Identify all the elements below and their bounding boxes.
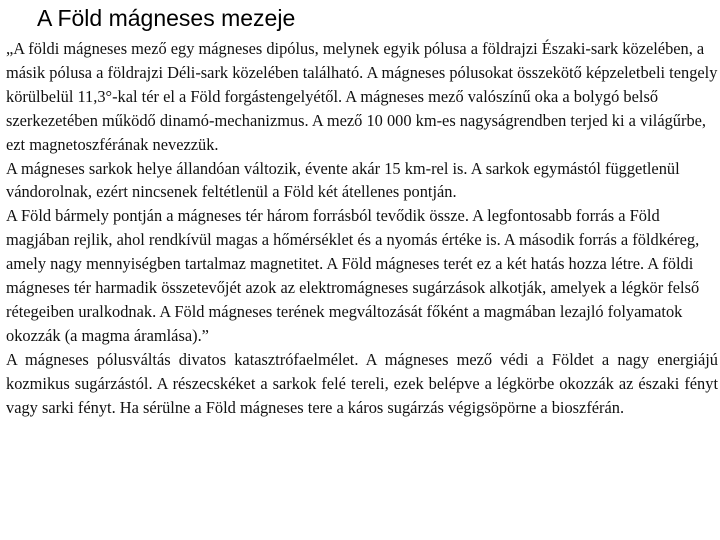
paragraph-quote-dipole: „A földi mágneses mező egy mágneses dipólus, melynek egyik pólusa a földrajzi Északi-sark közelében, a másik pólusa a földrajzi Déli-sark közelében található. A mágneses pólusokat összekötő képzeletbeli tengely körülbelül 11,3°-kal tér el a Föld forgástengelyétől. A mágneses mező valószínű oka a bolygó belső szerkezetében működő dinamó-mechanizmus. A mező 10 000 km-es nagyságrendben terjed ki a világűrbe, ezt magnetoszférának nevezzük. — [6, 39, 718, 154]
body-text — [6, 37, 718, 420]
paragraph-pole-reversal: A mágneses pólusváltás divatos katasztrófaelmélet. A mágneses mező védi a Földet a nagy energiájú kozmikus sugárzástól. A részecskéket a sarkok felé tereli, ezek belépve a légkörbe okozzák az északi fényt vagy sarki fényt. Ha sérülne a Föld mágneses tere a káros sugárzás végigsöpörne a bioszférán. — [6, 349, 718, 417]
paragraph-magnetic-poles-movement: A mágneses sarkok helye állandóan változik, évente akár 15 km-rel is. A sarkok egymástól függetlenül vándorolnak, ezért nincsenek feltétlenül a Föld két átellenes pontján. — [6, 158, 680, 202]
slide-title: A Föld mágneses mezeje — [37, 5, 296, 31]
paragraph-field-sources: A Föld bármely pontján a mágneses tér három forrásból tevődik össze. A legfontosabb forrás a Föld magjában rejlik, ahol rendkívül magas a hőmérséklet és a nyomás értéke is. A második forrás a földkéreg, amely nagy mennyiségben tartalmaz magnetitet. A Föld mágneses terét ez a két hatás hozza létre. A földi mágneses tér harmadik összetevőjét azok az elektromágneses sugárzások alkotják, amelyek a légkör felső rétegeiben uralkodnak. A Föld mágneses terének megváltozását főként a magmában lezajló folyamatok okozzák (a magma áramlása).” — [6, 206, 700, 345]
